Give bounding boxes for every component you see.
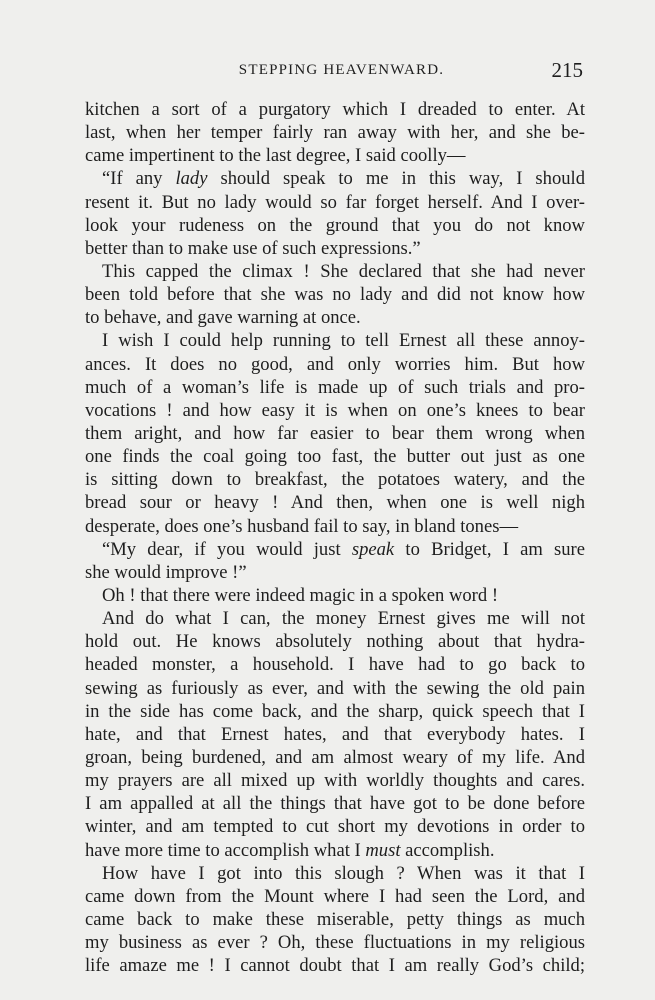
text-line: bread sour or heavy ! And then, when one is well nigh bbox=[85, 492, 585, 514]
text-line: much of a woman’s life is made up of such trials and pro- bbox=[85, 376, 585, 398]
text-segment: to Bridget, I am sure bbox=[394, 538, 586, 560]
text-line: is sitting down to breakfast, the potatoes watery, and the bbox=[85, 469, 585, 491]
text-line: been told before that she was no lady and did not know how bbox=[85, 284, 585, 306]
text-line bbox=[85, 839, 585, 862]
text-line: ances. It does no good, and only worries him. But how bbox=[85, 353, 585, 375]
text-segment: should speak to me in this way, I should bbox=[207, 168, 586, 190]
text-line: life amaze me ! I cannot doubt that I am really God’s child; bbox=[85, 955, 585, 977]
text-segment: “If any bbox=[102, 168, 176, 190]
text-line: sewing as furiously as ever, and with the sewing the old pain bbox=[85, 677, 585, 699]
italic-word: speak bbox=[351, 538, 395, 560]
text-line: headed monster, a household. I have had to go back to bbox=[85, 654, 585, 676]
text-line: them aright, and how far easier to bear them wrong when bbox=[85, 422, 585, 444]
text-line: How have I got into this slough ? When was it that I bbox=[102, 862, 585, 884]
text-line: came impertinent to the last degree, I said coolly— bbox=[85, 145, 466, 167]
text-segment: accomplish. bbox=[400, 839, 495, 861]
text-line: one finds the coal going too fast, the butter out just as one bbox=[85, 446, 585, 468]
text-line: vocations ! and how easy it is when on one’s knees to bear bbox=[85, 399, 585, 421]
text-line bbox=[85, 167, 585, 190]
text-line: desperate, does one’s husband fail to say, in bland tones— bbox=[85, 515, 519, 537]
italic-word: lady bbox=[175, 168, 208, 190]
page-number: 215 bbox=[551, 58, 583, 82]
text-line: my business as ever ? Oh, these fluctuations in my religious bbox=[85, 932, 585, 954]
text-line: hold out. He knows absolutely nothing about that hydra- bbox=[85, 631, 585, 653]
text-line: in the side has come back, and the sharp, quick speech that I bbox=[85, 700, 585, 722]
text-line: resent it. But no lady would so far forget herself. And I over- bbox=[85, 191, 585, 213]
text-line: she would improve !” bbox=[85, 561, 247, 583]
text-line: Oh ! that there were indeed magic in a spoken word ! bbox=[102, 584, 499, 606]
text-line: look your rudeness on the ground that you do not know bbox=[85, 214, 585, 236]
running-title: STEPPING HEAVENWARD. bbox=[238, 62, 445, 78]
running-header bbox=[0, 58, 655, 84]
text-line: better than to make use of such expressions.” bbox=[85, 237, 421, 259]
text-line: And do what I can, the money Ernest gives me will not bbox=[102, 608, 585, 630]
text-line: my prayers are all mixed up with worldly thoughts and cares. bbox=[85, 770, 585, 792]
text-line: winter, and am tempted to cut short my devotions in order to bbox=[85, 816, 585, 838]
text-line: last, when her temper fairly ran away with her, and she be- bbox=[85, 122, 585, 144]
text-line: hate, and that Ernest hates, and that everybody hates. I bbox=[85, 723, 585, 745]
text-segment: have more time to accomplish what I bbox=[85, 839, 366, 861]
text-line: kitchen a sort of a purgatory which I dreaded to enter. At bbox=[85, 99, 585, 120]
text-line: came down from the Mount where I had seen the Lord, and bbox=[85, 885, 585, 907]
italic-word: must bbox=[365, 839, 401, 861]
text-line: to behave, and gave warning at once. bbox=[85, 307, 361, 329]
text-line: I am appalled at all the things that have got to be done before bbox=[85, 793, 585, 815]
text-line bbox=[85, 538, 585, 561]
text-segment: “My dear, if you would just bbox=[102, 538, 352, 560]
text-line: came back to make these miserable, petty things as much bbox=[85, 908, 585, 930]
text-line: This capped the climax ! She declared that she had never bbox=[102, 260, 585, 282]
text-line: groan, being burdened, and am almost weary of my life. And bbox=[85, 746, 585, 768]
body-text bbox=[85, 98, 585, 977]
text-line: I wish I could help running to tell Ernest all these annoy- bbox=[102, 330, 585, 352]
